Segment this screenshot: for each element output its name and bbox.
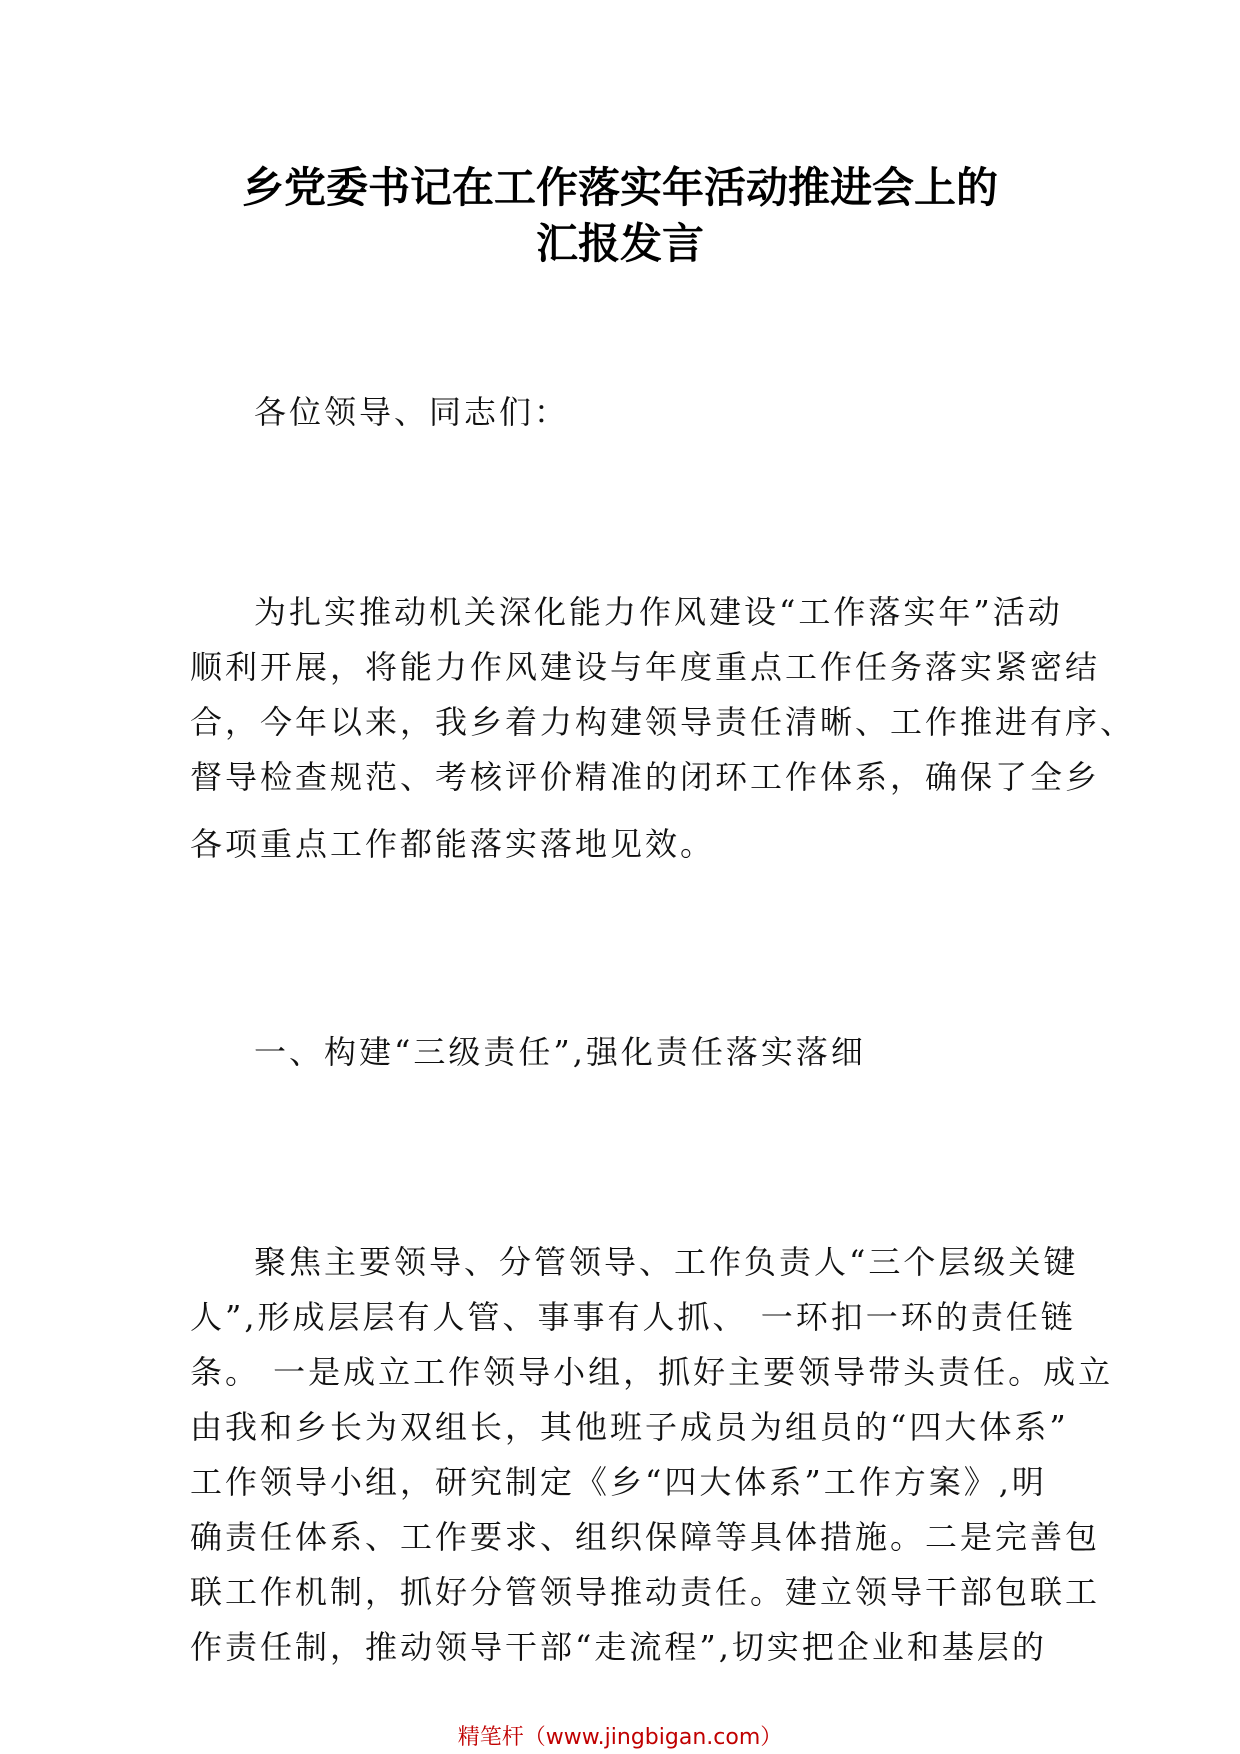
paragraph-1-line: 各项重点工作都能落实落地见效。 (190, 825, 716, 863)
section-1-heading: 一、构建“三级责任”,强化责任落实落细 (254, 1033, 866, 1071)
paragraph-1 (190, 585, 1136, 872)
footer-watermark[interactable]: 精笔杆（www.jingbigan.com） (457, 1725, 783, 1750)
paragraph-2-line: 人”,形成层层有人管、事事有人抓、 一环扣一环的责任链 (190, 1298, 1076, 1336)
salutation: 各位领导、同志们： (254, 393, 570, 431)
paragraph-1-line: 督导检查规范、考核评价精准的闭环工作体系，确保了全乡 (190, 758, 1101, 796)
paragraph-2 (190, 1235, 1114, 1675)
paragraph-2-line: 作责任制，推动领导干部“走流程”,切实把企业和基层的 (190, 1628, 1047, 1666)
document-title-line-1: 乡党委书记在工作落实年活动推进会上的 (241, 163, 998, 212)
paragraph-2-line: 工作领导小组，研究制定《乡“四大体系”工作方案》,明 (190, 1463, 1047, 1501)
paragraph-1-line: 为扎实推动机关深化能力作风建设“工作落实年”活动 (254, 593, 1063, 631)
paragraph-2-line: 聚焦主要领导、分管领导、工作负责人“三个层级关键 (254, 1243, 1079, 1281)
paragraph-1-line: 顺利开展，将能力作风建设与年度重点工作任务落实紧密结 (190, 648, 1101, 686)
paragraph-1-line: 合，今年以来，我乡着力构建领导责任清晰、工作推进有序、 (190, 703, 1136, 741)
paragraph-2-line: 条。 一是成立工作领导小组，抓好主要领导带头责任。成立 (190, 1353, 1114, 1391)
paragraph-2-line: 联工作机制，抓好分管领导推动责任。建立领导干部包联工 (190, 1573, 1101, 1611)
paragraph-2-line: 由我和乡长为双组长，其他班子成员为组员的“四大体系” (190, 1408, 1069, 1446)
document-title-line-2: 汇报发言 (535, 219, 704, 268)
paragraph-2-line: 确责任体系、工作要求、组织保障等具体措施。二是完善包 (190, 1518, 1101, 1556)
